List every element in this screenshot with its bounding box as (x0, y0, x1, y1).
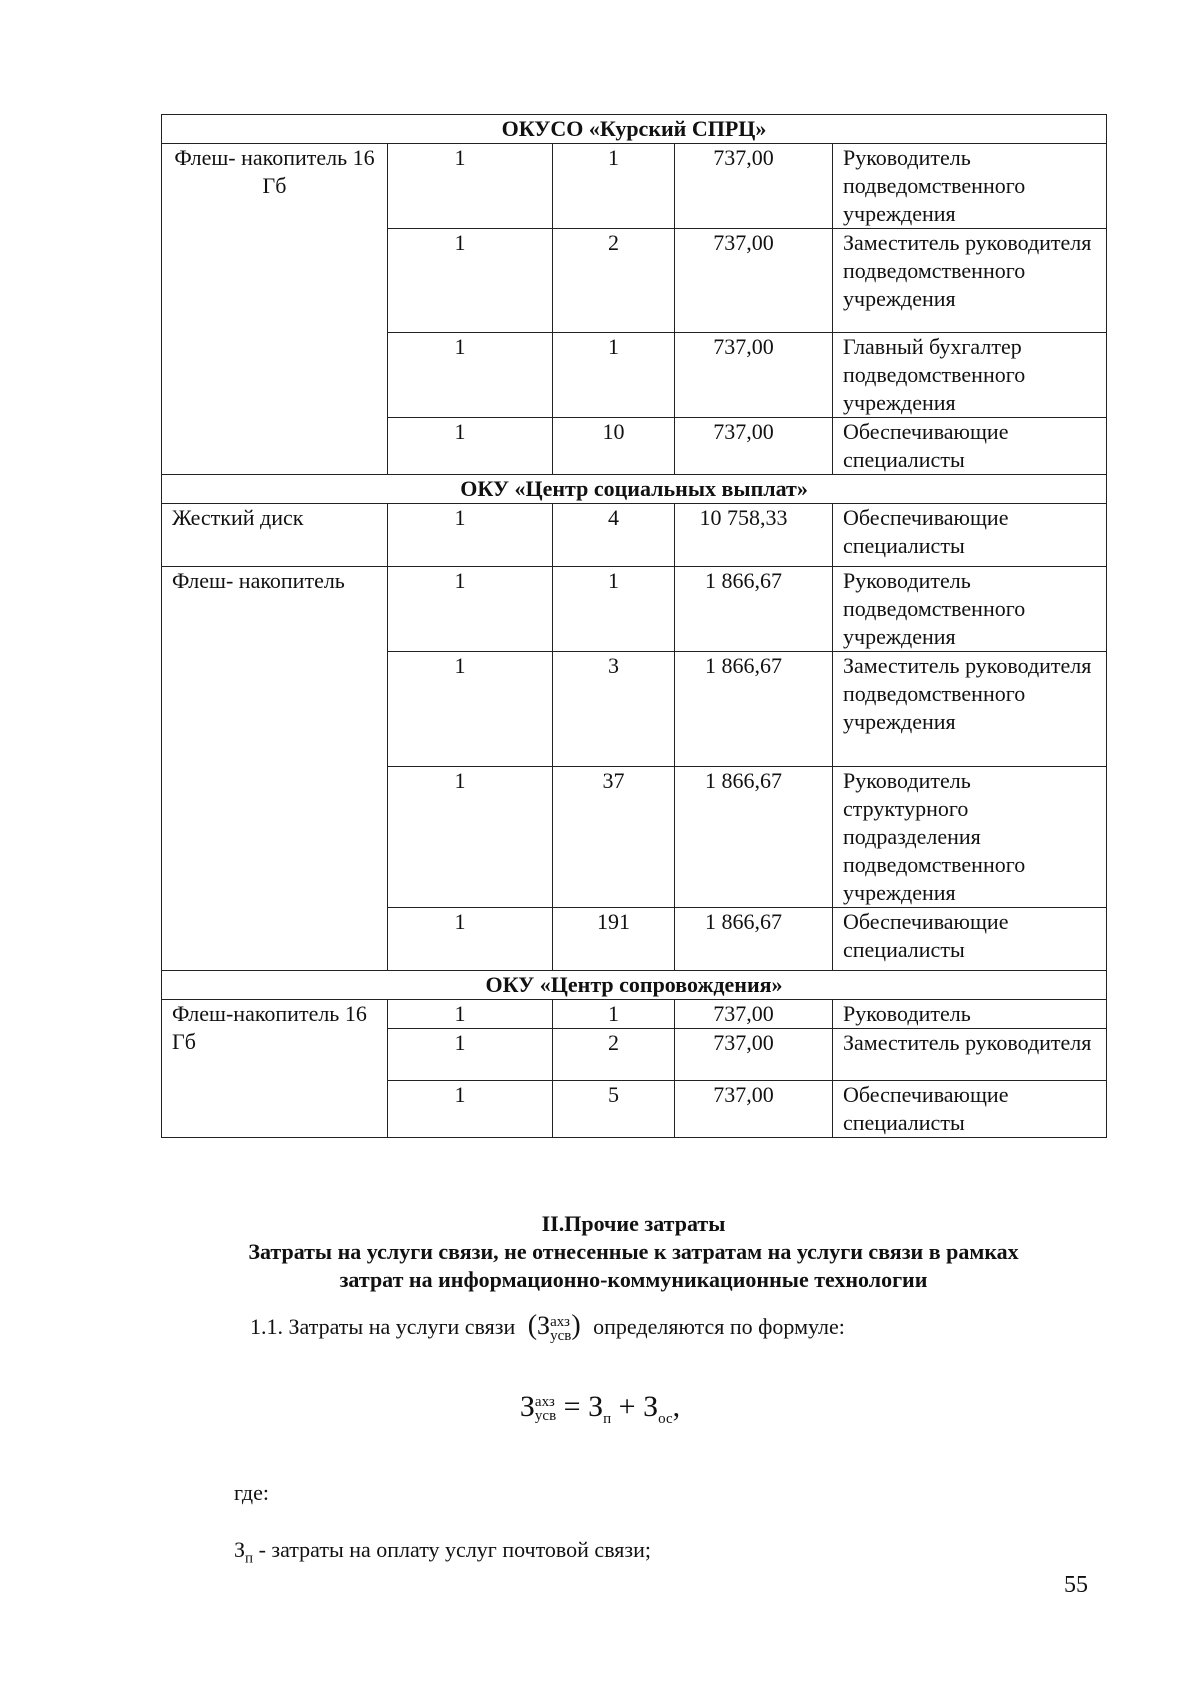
count-cell: 10 (553, 418, 675, 475)
intro-text-after: определяются по формуле: (593, 1314, 845, 1339)
inline-symbol: З (537, 1311, 551, 1340)
price-cell: 737,00 (675, 333, 833, 418)
formula-sub-os: ос (658, 1411, 673, 1427)
formula-symbol-3: З (643, 1390, 659, 1423)
plus-sign: + (618, 1390, 644, 1423)
intro-text: 1.1. Затраты на услуги связи (250, 1314, 516, 1339)
org-header: ОКУСО «Курский СПРЦ» (162, 115, 1107, 144)
org-header-row (162, 115, 1107, 144)
price-cell: 1 866,67 (675, 767, 833, 908)
position-cell: Заместитель руководителя подведомственного учреждения (833, 229, 1107, 333)
item-name-cell: Флеш- накопитель (162, 567, 388, 971)
item-name-cell: Жесткий диск (162, 504, 388, 567)
position-cell: Руководитель подведомственного учреждения (833, 144, 1107, 229)
price-cell: 737,00 (675, 1029, 833, 1081)
position-cell: Обеспечивающие специалисты (833, 418, 1107, 475)
price-cell: 1 866,67 (675, 908, 833, 971)
qty-cell: 1 (388, 908, 553, 971)
org-header: ОКУ «Центр сопровождения» (162, 971, 1107, 1000)
qty-cell: 1 (388, 229, 553, 333)
item-name-cell: Флеш- накопитель 16 Гб (162, 144, 388, 475)
qty-cell: 1 (388, 333, 553, 418)
table-row (162, 567, 1107, 652)
formula-intro: 1.1. Затраты на услуги связи (З ахз усв ) определяются по формуле: (250, 1310, 845, 1344)
position-cell: Руководитель (833, 1000, 1107, 1029)
qty-cell: 1 (388, 1000, 553, 1029)
def-text: - затраты на оплату услуг почтовой связи; (253, 1537, 651, 1562)
count-cell: 1 (553, 144, 675, 229)
definition-line (234, 1537, 651, 1567)
position-cell: Заместитель руководителя (833, 1029, 1107, 1081)
count-cell: 191 (553, 908, 675, 971)
org-header-row (162, 971, 1107, 1000)
price-cell: 737,00 (675, 418, 833, 475)
table-row (162, 144, 1107, 229)
def-symbol: З (234, 1537, 246, 1562)
count-cell: 1 (553, 567, 675, 652)
price-cell: 737,00 (675, 229, 833, 333)
table-row (162, 504, 1107, 567)
table-row (162, 1000, 1107, 1029)
count-cell: 2 (553, 1029, 675, 1081)
inline-sub: усв (550, 1327, 572, 1344)
subtitle-line-2: затрат на информационно-коммуникационные технологии (339, 1267, 928, 1292)
def-sub: п (245, 1550, 254, 1567)
price-cell: 737,00 (675, 1000, 833, 1029)
count-cell: 3 (553, 652, 675, 767)
position-cell: Обеспечивающие специалисты (833, 1081, 1107, 1138)
count-cell: 4 (553, 504, 675, 567)
equals-sign: = (563, 1390, 589, 1423)
qty-cell: 1 (388, 567, 553, 652)
position-cell: Руководитель структурного подразделения подведомственного учреждения (833, 767, 1107, 908)
price-cell: 1 866,67 (675, 652, 833, 767)
count-cell: 37 (553, 767, 675, 908)
org-header: ОКУ «Центр социальных выплат» (162, 475, 1107, 504)
qty-cell: 1 (388, 144, 553, 229)
qty-cell: 1 (388, 652, 553, 767)
formula-symbol-1: З (519, 1390, 535, 1423)
where-label: где: (234, 1480, 269, 1505)
count-cell: 1 (553, 1000, 675, 1029)
formula-sub: усв (534, 1408, 557, 1425)
position-cell: Обеспечивающие специалисты (833, 504, 1107, 567)
position-cell: Руководитель подведомственного учреждения (833, 567, 1107, 652)
count-cell: 2 (553, 229, 675, 333)
item-name-cell: Флеш-накопитель 16 Гб (162, 1000, 388, 1138)
qty-cell: 1 (388, 767, 553, 908)
equipment-table (161, 114, 1107, 1138)
section-heading (161, 1210, 1106, 1294)
position-cell: Заместитель руководителя подведомственного учреждения (833, 652, 1107, 767)
org-header-row (162, 475, 1107, 504)
position-cell: Главный бухгалтер подведомственного учреждения (833, 333, 1107, 418)
count-cell: 1 (553, 333, 675, 418)
price-cell: 10 758,33 (675, 504, 833, 567)
price-cell: 737,00 (675, 1081, 833, 1138)
qty-cell: 1 (388, 418, 553, 475)
formula-sub-p: п (603, 1411, 612, 1427)
count-cell: 5 (553, 1081, 675, 1138)
inline-sup: ахз (550, 1313, 570, 1330)
formula-sup: ахз (534, 1394, 555, 1411)
position-cell: Обеспечивающие специалисты (833, 908, 1107, 971)
section-title: II.Прочие затраты (541, 1211, 726, 1236)
page-number: 55 (1064, 1572, 1088, 1598)
qty-cell: 1 (388, 1081, 553, 1138)
main-formula: З ахз усв = $З_п + З_{ос}$, (519, 1390, 681, 1427)
qty-cell: 1 (388, 1029, 553, 1081)
formula-symbol-2: З (588, 1390, 604, 1423)
subtitle-line-1: Затраты на услуги связи, не отнесенные к затратам на услуги связи в рамках (248, 1239, 1019, 1264)
qty-cell: 1 (388, 504, 553, 567)
price-cell: 737,00 (675, 144, 833, 229)
price-cell: 1 866,67 (675, 567, 833, 652)
